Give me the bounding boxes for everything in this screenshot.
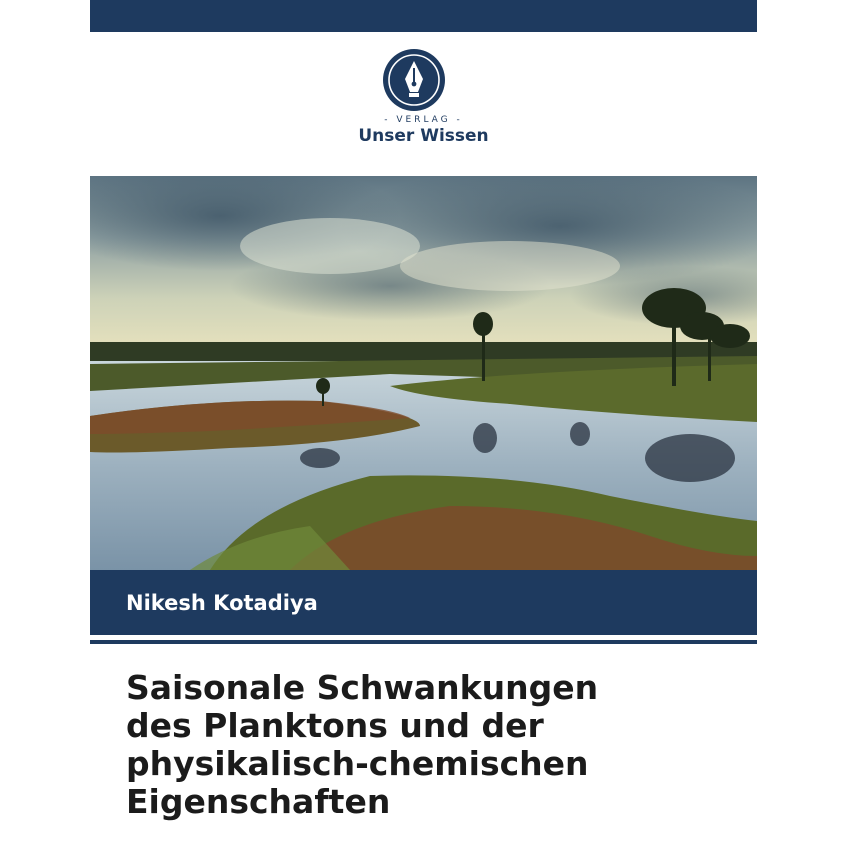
fountain-pen-nib-icon — [382, 48, 446, 112]
top-color-band — [90, 0, 757, 32]
author-band — [90, 570, 757, 635]
title-line: Saisonale Schwankungen — [126, 668, 599, 707]
publisher-name: Unser Wissen — [358, 126, 489, 146]
cover-photo — [90, 176, 757, 570]
author-name: Nikesh Kotadiya — [126, 591, 318, 615]
marsh-landscape-photo — [90, 176, 757, 570]
book-cover — [90, 0, 757, 848]
title-line: physikalisch-chemischen — [126, 744, 589, 783]
divider-rule — [90, 640, 757, 644]
title-line: des Planktons und der — [126, 706, 544, 745]
publisher-verlag-label: - VERLAG - — [384, 115, 463, 125]
publisher-logo — [90, 46, 757, 156]
title-line: Eigenschaften — [126, 782, 391, 821]
book-title — [126, 669, 746, 821]
